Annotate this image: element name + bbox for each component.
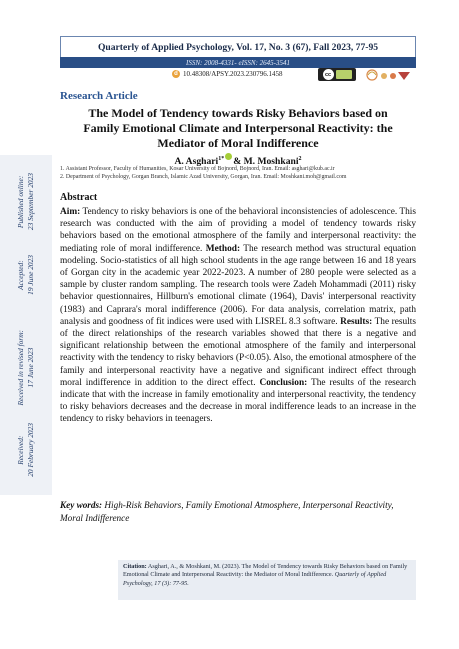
- issn-bar: ISSN: 2008-4331- eISSN: 2645-3541: [60, 57, 416, 68]
- title-line: Family Emotional Climate and Interpersonal Reactivity: the: [83, 121, 393, 135]
- published-value: 23 September 2023: [26, 173, 35, 231]
- title-line: The Model of Tendency towards Risky Behaviors based on: [88, 106, 388, 120]
- cc-license-icon[interactable]: [318, 68, 356, 81]
- dates-sidebar: [0, 155, 52, 495]
- citation-box: [118, 560, 416, 600]
- accepted-value: 19 June 2023: [26, 255, 35, 295]
- accepted-date: [0, 255, 52, 295]
- revised-value: 17 June 2023: [26, 347, 35, 388]
- results-text: The results of the direct relationships of the research variables showed that there is a negative and significant relationship between the emotional atmosphere of the family and interpersonal reactivity with the tendency to risky behaviors (P<0.05). Also, the emotional atmosphere of the family and interpersonal reactivity have a negative and significant indirect effect through moral indifference in addition to the direct effect.: [60, 316, 416, 388]
- affiliation-1: 1. Assistant Professor, Faculty of Humanities, Kosar University of Bojnord, Bojnord, Iran. Email: asghari@kub.ac.ir: [60, 166, 335, 172]
- author-name: A. Asghari: [174, 156, 219, 168]
- author-superscript: 2: [298, 156, 302, 162]
- citation-text: Asghari, A., & Moshkani, M. (2023). The Model of Tendency towards Risky Behaviors based on Family Emotional Climate and Interpersonal Reactivity: the Mediator of Moral Indifference.: [123, 563, 408, 579]
- author-superscript: 1*: [218, 156, 225, 162]
- accepted-label: Accepted:: [16, 260, 25, 290]
- journal-name: Quarterly of Applied Psychology, Vol. 17, No. 3 (67), Fall 2023, 77-95: [97, 41, 379, 53]
- conclusion-text: The results of the research indicate that with the increase in family emotionality and interpersonal reactivity, the tendency to risky behaviors decreases and the decrease in moral indifference leads to an increase in the tendency to risky behaviors in teenagers.: [60, 377, 416, 425]
- revised-date: [0, 330, 52, 405]
- results-label: Results:: [340, 316, 373, 327]
- affiliation-2: 2. Department of Psychology, Gorgan Branch, Islamic Azad University, Gorgan, Iran. Email: Moshkani.moh@gmail.com: [60, 174, 347, 180]
- published-label: Published online:: [16, 175, 25, 228]
- cc-circle-icon: cc: [323, 69, 334, 80]
- aim-label: Aim:: [60, 207, 81, 217]
- method-text: The research method was structural equation modeling. Socio-statistics of all high school students in the age range between 16 and 18 years of Gorgan city in the academic year 2022-2023. A number of 280 people were selected as a sample by cluster random sampling. The research tools were Zadeh Mohammadi (2011) risky behavior questionnaires, Hillburn's emotional climate (1964), Davis' interpersonal reactivity (1983) and Caprara's moral indifference (2006). For data analysis, correlation matrix, path analysis and goodness of fit indices were used with LISREL 8.3 software.: [60, 243, 416, 327]
- method-label: Method:: [205, 243, 241, 254]
- citation-journal: Quarterly of Applied Psychology, 17 (3): 77-95.: [123, 571, 387, 587]
- revised-label: Received in revised form:: [16, 330, 25, 406]
- published-date: [0, 173, 52, 230]
- abstract-body: [60, 206, 416, 426]
- keywords: [60, 499, 416, 524]
- abstract-heading: Abstract: [60, 192, 98, 203]
- title-line: Mediator of Moral Indifference: [157, 136, 319, 150]
- keywords-list: High-Risk Behaviors, Family Emotional Atmosphere, Interpersonal Reactivity, Moral Indifference: [60, 500, 394, 523]
- doi-link[interactable]: 10.48308/APSY.2023.230796.1458: [183, 70, 283, 78]
- keywords-label: Key words:: [60, 500, 103, 510]
- doi-icon: d: [172, 70, 180, 78]
- received-label: Received:: [16, 435, 25, 465]
- orcid-icon[interactable]: [225, 153, 232, 160]
- cc-by-nc-icon: [336, 70, 352, 79]
- article-type: Research Article: [60, 90, 138, 102]
- aim-text: Tendency to risky behaviors is one of the behavioral inconsistencies of adolescence. This research was conducted with the aim of providing a model of tendency towards risky behaviors based on the emotional atmosphere of the family and interpersonal reactivity: the mediating role of moral indifference.: [60, 207, 416, 254]
- conclusion-label: Conclusion:: [259, 377, 308, 388]
- received-date: [0, 423, 52, 477]
- article-title: [60, 106, 416, 151]
- doi-row[interactable]: [172, 70, 282, 78]
- publisher-logo: [362, 67, 414, 82]
- author-name: & M. Moshkani: [233, 156, 299, 168]
- citation-label: Citation:: [123, 563, 147, 570]
- journal-header: [60, 36, 416, 58]
- received-value: 20 February 2023: [26, 423, 35, 477]
